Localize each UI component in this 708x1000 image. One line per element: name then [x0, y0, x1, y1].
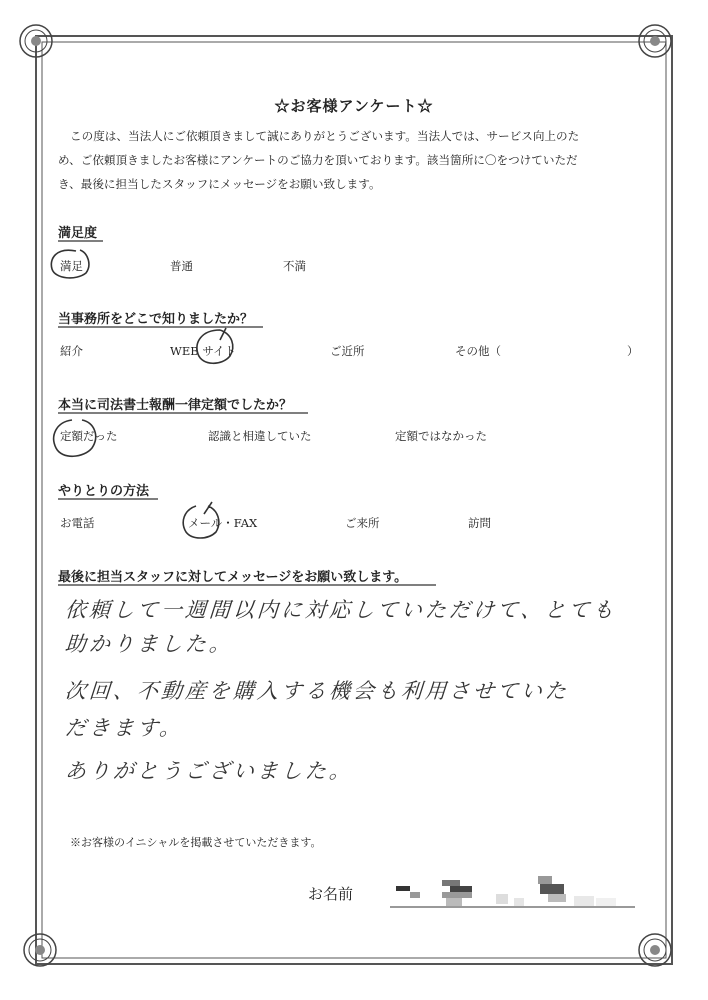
corner-ornament-tr — [639, 25, 671, 57]
option-email-fax[interactable]: メール・FAX — [188, 516, 258, 530]
selection-circle-mark — [46, 245, 96, 285]
option-differed[interactable]: 認識と相違していた — [208, 429, 312, 443]
intro-line-3: き、最後に担当したスタッフにメッセージをお願い致します。 — [58, 177, 381, 191]
contact-heading: やりとりの方法 — [58, 484, 150, 499]
name-label: お名前 — [308, 885, 354, 903]
initials-note: ※お客様のイニシャルを掲載させていただきます。 — [70, 836, 322, 849]
option-other-close: ） — [627, 344, 639, 358]
selection-circle-mark — [190, 326, 240, 372]
option-dissatisfied[interactable]: 不満 — [283, 259, 306, 273]
option-home-visit[interactable]: 訪問 — [468, 516, 491, 530]
corner-ornament-tl — [20, 25, 52, 57]
option-visit-office[interactable]: ご来所 — [345, 516, 380, 530]
selection-circle-mark — [48, 414, 108, 464]
fee-heading: 本当に司法書士報酬一律定額でしたか？ — [58, 398, 293, 413]
handwritten-message-line-5: ありがとうございました。 — [64, 759, 354, 783]
corner-ornament-br — [639, 934, 671, 966]
name-underline — [390, 906, 640, 909]
heading-underline — [58, 498, 158, 501]
option-website[interactable]: WEB サイト — [170, 344, 237, 358]
intro-text — [58, 124, 658, 196]
option-other[interactable]: その他（ — [455, 344, 501, 358]
corner-ornament-bl — [24, 934, 56, 966]
handwritten-message-line-3: 次回、不動産を購入する機会も利用させていた — [64, 679, 570, 703]
satisfaction-heading: 満足度 — [58, 226, 98, 241]
option-neighborhood[interactable]: ご近所 — [330, 344, 365, 358]
source-heading: 当事務所をどこで知りましたか？ — [58, 312, 254, 327]
page-title: ☆お客様アンケート☆ — [274, 97, 434, 115]
option-normal[interactable]: 普通 — [170, 259, 193, 273]
option-referral[interactable]: 紹介 — [60, 344, 83, 358]
intro-line-2: め、ご依頼頂きましたお客様にアンケートのご協力を頂いております。該当箇所に〇をつけていただ — [58, 153, 578, 167]
handwritten-message-line-2: 助かりました。 — [64, 632, 234, 656]
message-heading: 最後に担当スタッフに対してメッセージをお願い致します。 — [58, 570, 408, 585]
option-satisfied[interactable]: 満足 — [60, 259, 83, 273]
heading-underline — [58, 584, 436, 587]
handwritten-message-line-1: 依頼して一週間以内に対応していただけて、とても — [64, 598, 618, 622]
option-not-fixed[interactable]: 定額ではなかった — [395, 429, 487, 443]
heading-underline — [58, 240, 103, 243]
option-phone[interactable]: お電話 — [60, 516, 95, 530]
handwritten-message-line-4: だきます。 — [64, 716, 185, 740]
option-fixed-fee[interactable]: 定額だった — [60, 429, 118, 443]
intro-line-1: この度は、当法人にご依頼頂きまして誠にありがとうございます。当法人では、サービス向上のた — [70, 129, 580, 143]
selection-circle-mark — [178, 500, 230, 544]
